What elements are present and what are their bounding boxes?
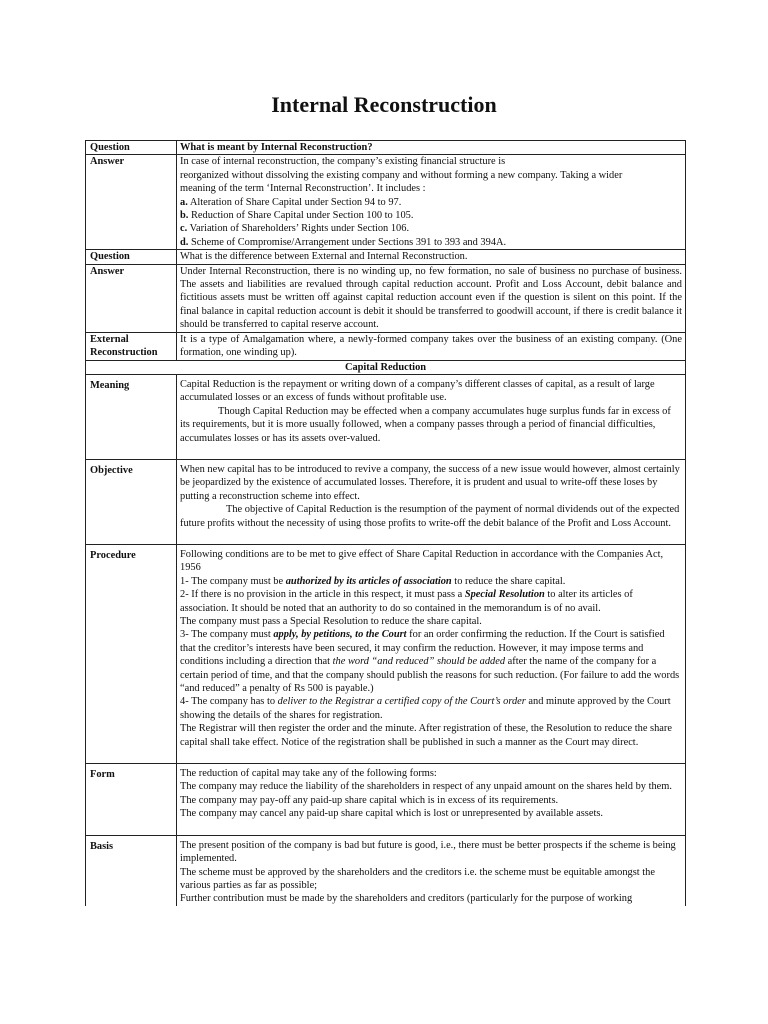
- list-text: Alteration of Share Capital under Section 94 to 97.: [187, 196, 402, 208]
- list-item: [180, 196, 682, 209]
- procedure-step: [180, 695, 682, 722]
- procedure-step: [180, 628, 682, 695]
- paragraph: Though Capital Reduction may be effected when a company accumulates huge surplus funds far in excess of its requirements, but it is more usually followed, when a company passes through a period of financial difficulties, accumulates losses or has its assets over-valued.: [180, 405, 671, 444]
- basis-cell: [177, 835, 686, 906]
- row-label: Objective: [86, 459, 177, 544]
- paragraph: The company may reduce the liability of the shareholders in respect of any unpaid amount on the shares held by them.: [180, 781, 672, 793]
- paragraph: The company may cancel any paid-up share capital which is lost or unrepresented by available assets.: [180, 808, 603, 820]
- paragraph: Capital Reduction is the repayment or writing down of a company’s different classes of capital, as a result of large accumulated losses or an excess of funds without profitable use.: [180, 378, 655, 404]
- section-heading: Capital Reduction: [86, 360, 686, 374]
- table-row: [86, 264, 686, 332]
- list-item: [180, 236, 682, 249]
- list-marker: a.: [180, 196, 188, 208]
- table-row: [86, 544, 686, 763]
- table-row: [86, 155, 686, 250]
- paragraph: When new capital has to be introduced to revive a company, the success of a new issue would however, almost certainly be jeopardized by the existence of accumulated losses. Therefore, it is prudent and usual to write-off these loses by putting a reconstruction scheme into effect.: [180, 463, 680, 502]
- step-text: after the name of the company for a certain period of time, and that the company should publish the reasons for such reduction. (For failure to add the words “and reduced” a penalty of Rs 500 is payable.): [180, 656, 680, 695]
- row-label: Form: [86, 764, 177, 836]
- paragraph: The reduction of capital may take any of the following forms:: [180, 768, 437, 780]
- row-label: Question: [86, 141, 177, 155]
- table-row: [86, 835, 686, 906]
- step-emphasis: the word “and reduced” should be added: [332, 656, 506, 668]
- paragraph: The scheme must be approved by the shareholders and the creditors i.e. the scheme must be equitable amongst the various parties as far as possible;: [180, 866, 655, 891]
- step-text: for an order confirming the reduction. If the Court is satisfied that the creditor’s interests have been secured, it may confirm the reduction. However, it may impose terms and conditions including a direction that: [180, 629, 665, 668]
- step-text: 2- If there is no provision in the article in this respect, it must pass a: [180, 589, 465, 601]
- list-text: Scheme of Compromise/Arrangement under Sections 391 to 393 and 394A.: [188, 236, 507, 248]
- reconstruction-table: [85, 140, 686, 906]
- step-text: 3- The company must: [180, 629, 274, 641]
- paragraph: The Registrar will then register the order and the minute. After registration of these, the Resolution to reduce the share capital shall take effect. Notice of the registration shall be published in such a manner as the Court may direct.: [180, 723, 672, 748]
- row-label: Procedure: [86, 544, 177, 763]
- procedure-step: [180, 588, 682, 615]
- question-text: What is the difference between External and Internal Reconstruction.: [177, 250, 686, 264]
- step-emphasis: apply, by petitions, to the Court: [273, 629, 407, 641]
- table-row: [86, 764, 686, 836]
- list-text: Reduction of Share Capital under Section 100 to 105.: [188, 210, 414, 222]
- question-text: What is meant by Internal Reconstruction?: [177, 141, 686, 155]
- table-row: [86, 332, 686, 360]
- list-marker: c.: [180, 223, 188, 235]
- table-row: [86, 250, 686, 264]
- meaning-cell: [177, 374, 686, 459]
- step-text: to alter its articles of association. It should be noted that an authority to do so contained in the memorandum is of no avail.: [180, 589, 633, 614]
- paragraph: The company may pay-off any paid-up share capital which is in excess of its requirements.: [180, 794, 559, 806]
- form-cell: [177, 764, 686, 836]
- answer-text: It is a type of Amalgamation where, a newly-formed company takes over the business of an existing company. (One formation, one winding up).: [177, 332, 686, 360]
- step-emphasis: Special Resolution: [464, 589, 545, 601]
- paragraph: The present position of the company is bad but future is good, i.e., there must be better prospects if the scheme is being implemented.: [180, 839, 676, 865]
- list-marker: b.: [180, 210, 189, 222]
- step-text: 1- The company must be: [180, 575, 286, 587]
- answer-line: In case of internal reconstruction, the company’s existing financial structure is: [180, 156, 506, 168]
- step-text: to reduce the share capital.: [451, 575, 566, 587]
- answer-line: meaning of the term ‘Internal Reconstruction’. It includes :: [180, 183, 426, 195]
- step-emphasis: authorized by its articles of association: [285, 575, 452, 587]
- list-item: [180, 209, 682, 222]
- step-text: and minute approved by the Court showing the details of the shares for registration.: [180, 696, 671, 721]
- page-title: Internal Reconstruction: [271, 92, 497, 117]
- table-row: [86, 459, 686, 544]
- row-label: External Reconstruction: [86, 332, 177, 360]
- list-item: [180, 222, 682, 235]
- procedure-cell: [177, 544, 686, 763]
- table-row: [86, 374, 686, 459]
- answer-line: reorganized without dissolving the existing company and without forming a new company. Taking a wider: [180, 169, 623, 181]
- row-label: Meaning: [86, 374, 177, 459]
- section-header-row: [86, 360, 686, 374]
- row-label: Basis: [86, 835, 177, 906]
- step-emphasis: deliver to the Registrar a certified copy of the Court’s order: [277, 696, 526, 708]
- row-label: Answer: [86, 155, 177, 250]
- step-text: 4- The company has to: [180, 696, 278, 708]
- paragraph: Following conditions are to be met to give effect of Share Capital Reduction in accordance with the Companies Act, 1956: [180, 548, 664, 574]
- answer-text: Under Internal Reconstruction, there is no winding up, no few formation, no sale of business no purchase of business. The assets and liabilities are revalued through capital reduction account. Profit and Loss Account, debit balance and fictitious assets must be written off against capital reduction account even if the question is silent on this point. If the final balance in capital reduction account is debit it should be transferred to goodwill account, if there is credit balance it should be transferred to capital reserve account.: [177, 264, 686, 332]
- objective-cell: [177, 459, 686, 544]
- paragraph: Further contribution must be made by the shareholders and creditors (particularly for the purpose of working: [180, 893, 633, 905]
- answer-cell: [177, 155, 686, 250]
- paragraph: The company must pass a Special Resolution to reduce the share capital.: [180, 616, 482, 627]
- list-text: Variation of Shareholders’ Rights under Section 106.: [187, 223, 410, 235]
- table-row: [86, 141, 686, 155]
- procedure-step: [180, 575, 682, 588]
- paragraph: The objective of Capital Reduction is the resumption of the payment of normal dividends out of the expected future profits without the necessity of using those profits to write-off the debit balance of the Profit and Loss Account.: [180, 504, 680, 529]
- row-label: Answer: [86, 264, 177, 332]
- list-marker: d.: [180, 236, 189, 248]
- row-label: Question: [86, 250, 177, 264]
